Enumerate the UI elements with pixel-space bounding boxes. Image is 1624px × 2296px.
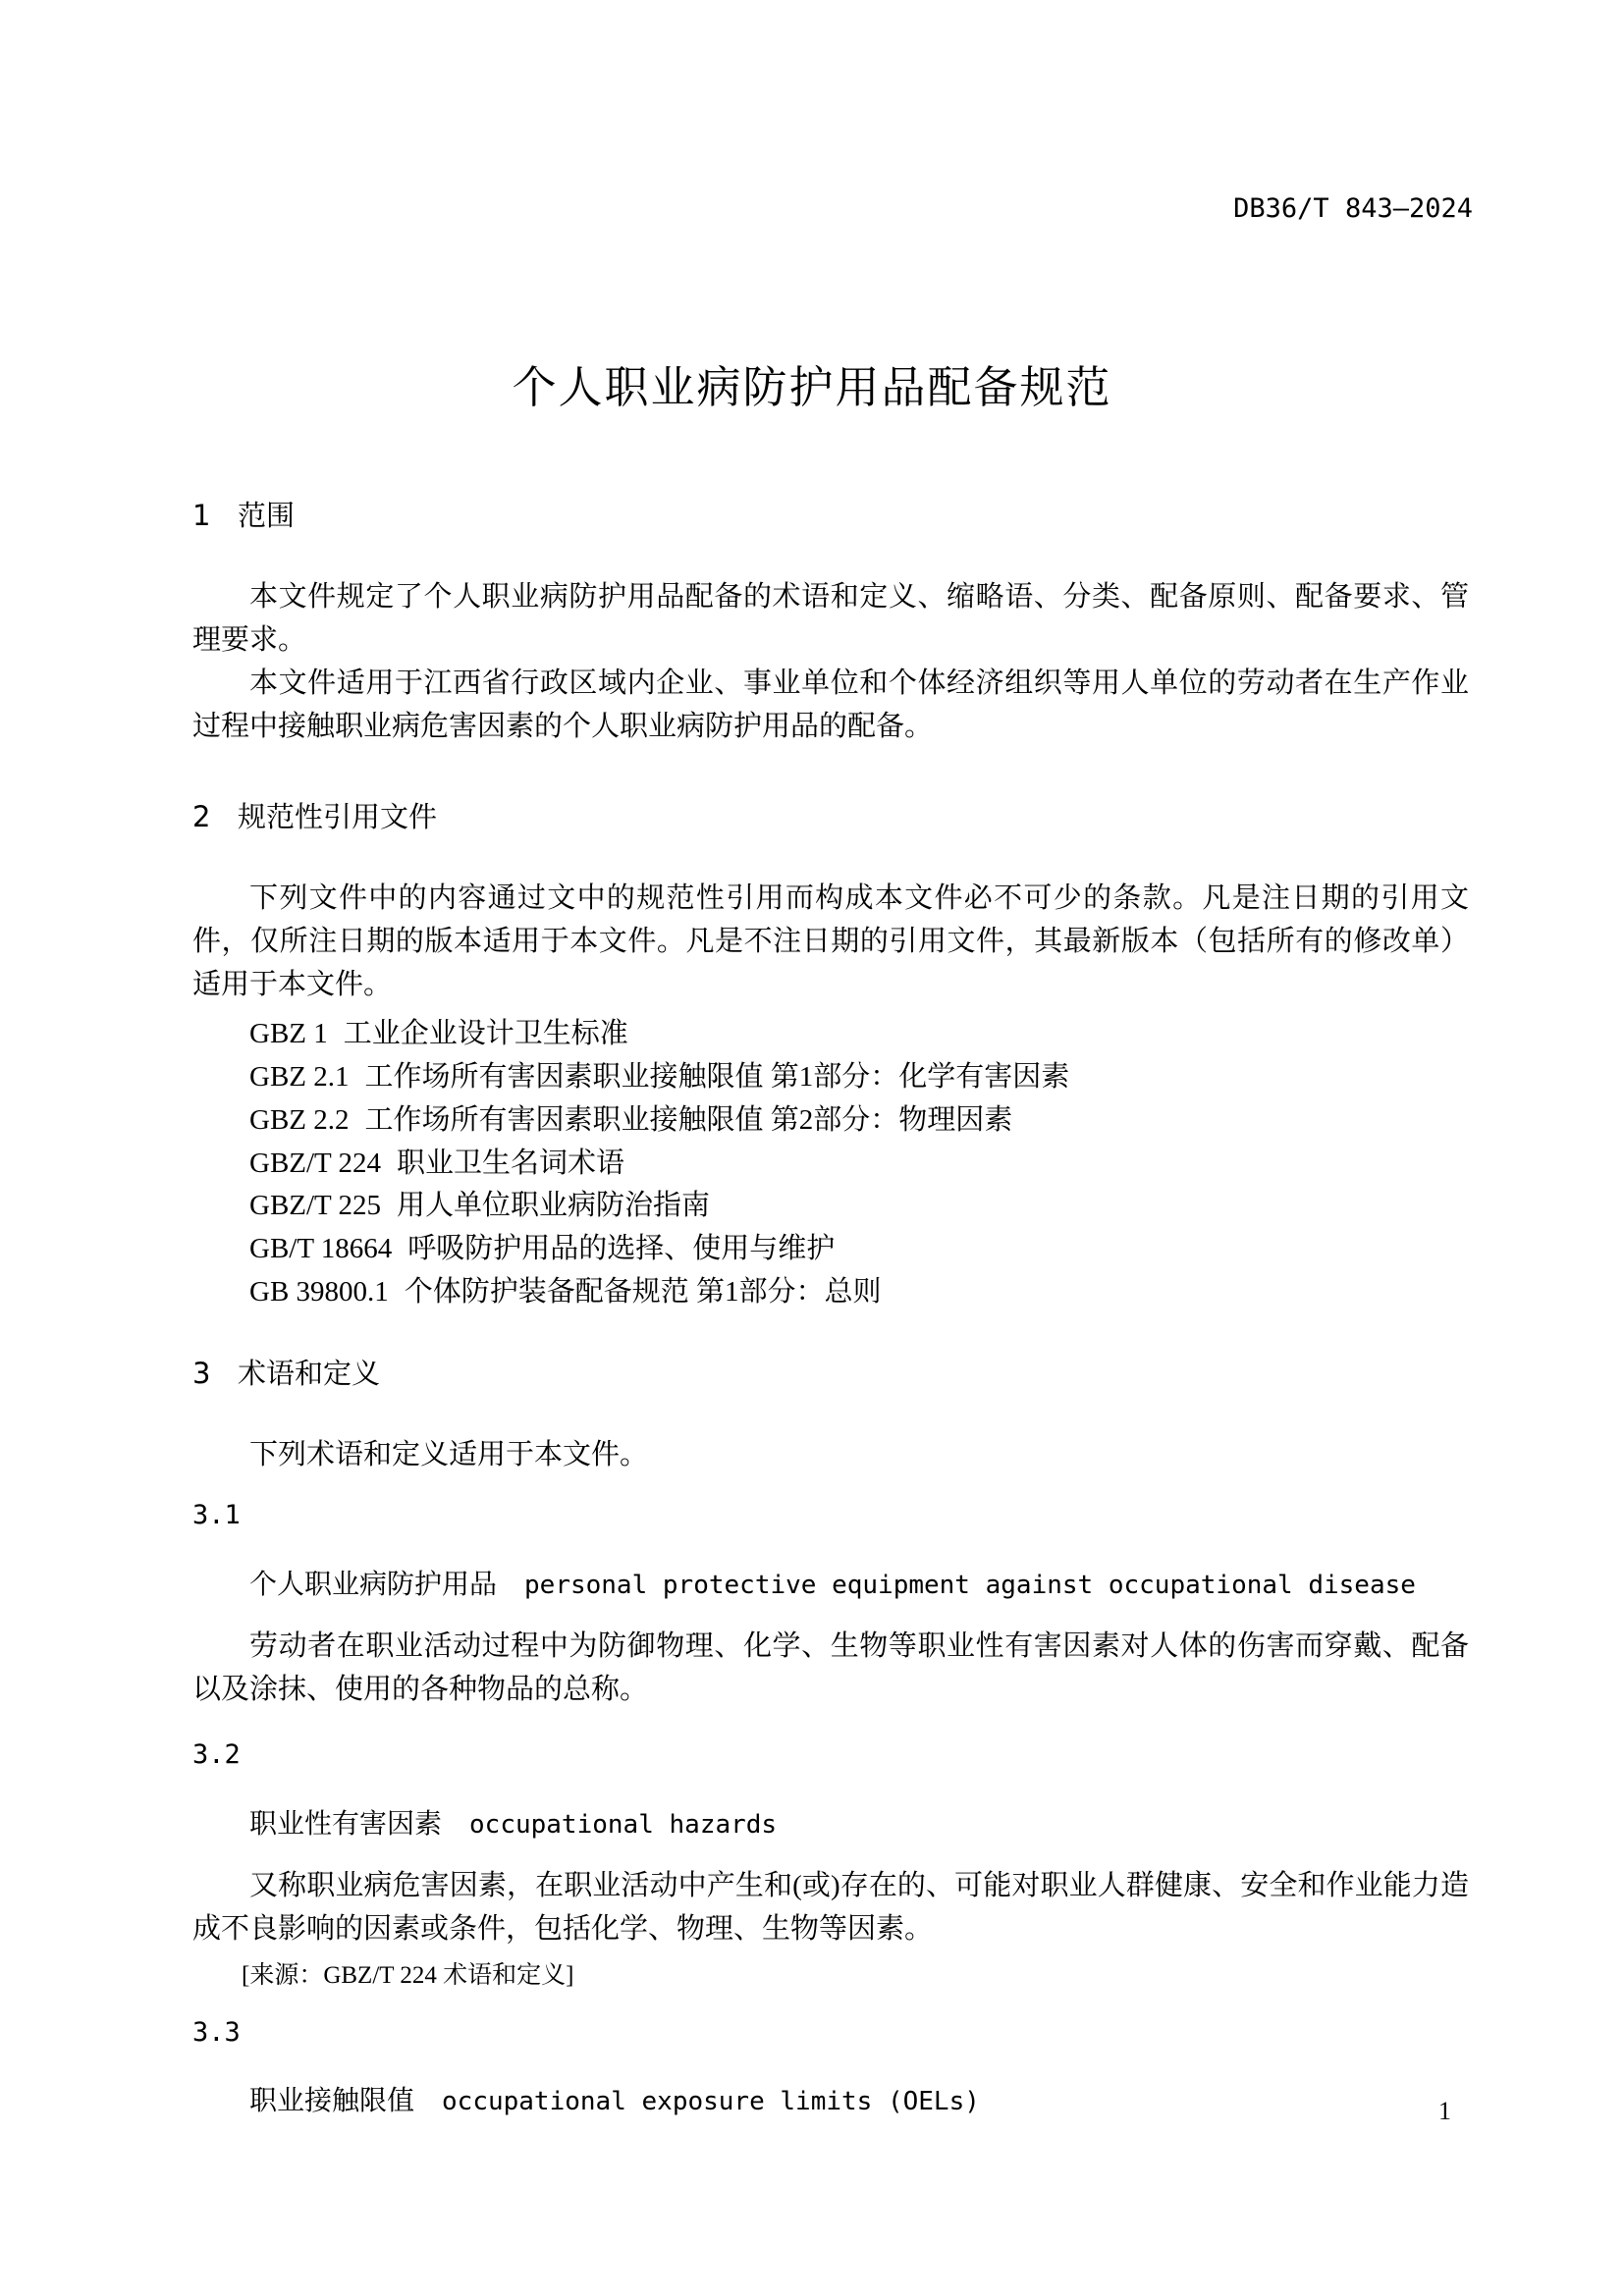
reference-name: 个体防护装备配备规范 第1部分：总则 <box>404 1276 882 1308</box>
reference-item <box>249 1183 710 1223</box>
section-number: 3 <box>192 1357 211 1390</box>
section-number: 1 <box>192 499 211 532</box>
term-entry <box>249 1563 1416 1602</box>
normrefs-intro: 下列文件中的内容通过文中的规范性引用而构成本文件必不可少的条款。凡是注日期的引用文件，仅所注日期的版本适用于本文件。凡是不注日期的引用文件，其最新版本（包括所有的修改单）适用于本文件。 <box>192 882 1469 1000</box>
term-english: occupational hazards <box>469 1810 778 1840</box>
reference-item <box>249 1226 835 1266</box>
reference-item <box>249 1269 882 1309</box>
term-source: [来源：GBZ/T 224 术语和定义] <box>242 1962 574 1989</box>
term-chinese: 个人职业病防护用品 <box>249 1568 498 1600</box>
term-number: 3.3 <box>192 2017 241 2048</box>
standard-code: DB36/T 843—2024 <box>1233 193 1473 224</box>
reference-name: 呼吸防护用品的选择、使用与维护 <box>407 1233 836 1264</box>
reference-item <box>249 1011 628 1051</box>
section-title: 范围 <box>238 499 296 532</box>
reference-code: GBZ/T 225 <box>249 1190 381 1221</box>
section-heading-normative-references <box>192 795 437 835</box>
section-title: 规范性引用文件 <box>238 800 438 833</box>
reference-code: GB 39800.1 <box>249 1276 389 1308</box>
term-english: personal protective equipment against occupational disease <box>524 1571 1416 1600</box>
term-entry <box>249 2079 980 2118</box>
reference-code: GBZ 1 <box>249 1018 328 1049</box>
reference-name: 工业企业设计卫生标准 <box>343 1018 628 1049</box>
reference-item <box>249 1054 1069 1095</box>
section-heading-terms <box>192 1352 380 1392</box>
page-number: 1 <box>1438 2097 1451 2125</box>
term-chinese: 职业性有害因素 <box>249 1807 443 1840</box>
term-definition: 劳动者在职业活动过程中为防御物理、化学、生物等职业性有害因素对人体的伤害而穿戴、配备以及涂抹、使用的各种物品的总称。 <box>192 1630 1469 1705</box>
reference-item <box>249 1141 624 1181</box>
reference-name: 工作场所有害因素职业接触限值 第2部分：物理因素 <box>364 1104 1013 1136</box>
section-heading-scope <box>192 494 295 534</box>
reference-code: GBZ/T 224 <box>249 1148 381 1179</box>
term-english: occupational exposure limits (OELs) <box>442 2087 980 2116</box>
term-number: 3.1 <box>192 1500 241 1530</box>
reference-name: 工作场所有害因素职业接触限值 第1部分：化学有害因素 <box>364 1061 1070 1093</box>
term-entry <box>249 1802 777 1842</box>
scope-paragraph-2: 本文件适用于江西省行政区域内企业、事业单位和个体经济组织等用人单位的劳动者在生产作业过程中接触职业病危害因素的个人职业病防护用品的配备。 <box>192 667 1469 742</box>
reference-code: GBZ 2.2 <box>249 1104 350 1136</box>
scope-paragraph-1: 本文件规定了个人职业病防护用品配备的术语和定义、缩略语、分类、配备原则、配备要求、管理要求。 <box>192 581 1469 656</box>
section-title: 术语和定义 <box>238 1357 381 1390</box>
reference-code: GB/T 18664 <box>249 1233 393 1264</box>
document-title: 个人职业病防护用品配备规范 <box>512 361 1112 413</box>
term-definition: 又称职业病危害因素，在职业活动中产生和(或)存在的、可能对职业人群健康、安全和作业能力造成不良影响的因素或条件，包括化学、物理、生物等因素。 <box>192 1870 1469 1945</box>
term-chinese: 职业接触限值 <box>249 2084 415 2116</box>
reference-code: GBZ 2.1 <box>249 1061 350 1093</box>
reference-item <box>249 1097 1012 1138</box>
term-number: 3.2 <box>192 1739 241 1770</box>
section-number: 2 <box>192 800 211 833</box>
terms-intro: 下列术语和定义适用于本文件。 <box>249 1439 649 1470</box>
reference-name: 职业卫生名词术语 <box>397 1148 625 1179</box>
reference-name: 用人单位职业病防治指南 <box>397 1190 711 1221</box>
